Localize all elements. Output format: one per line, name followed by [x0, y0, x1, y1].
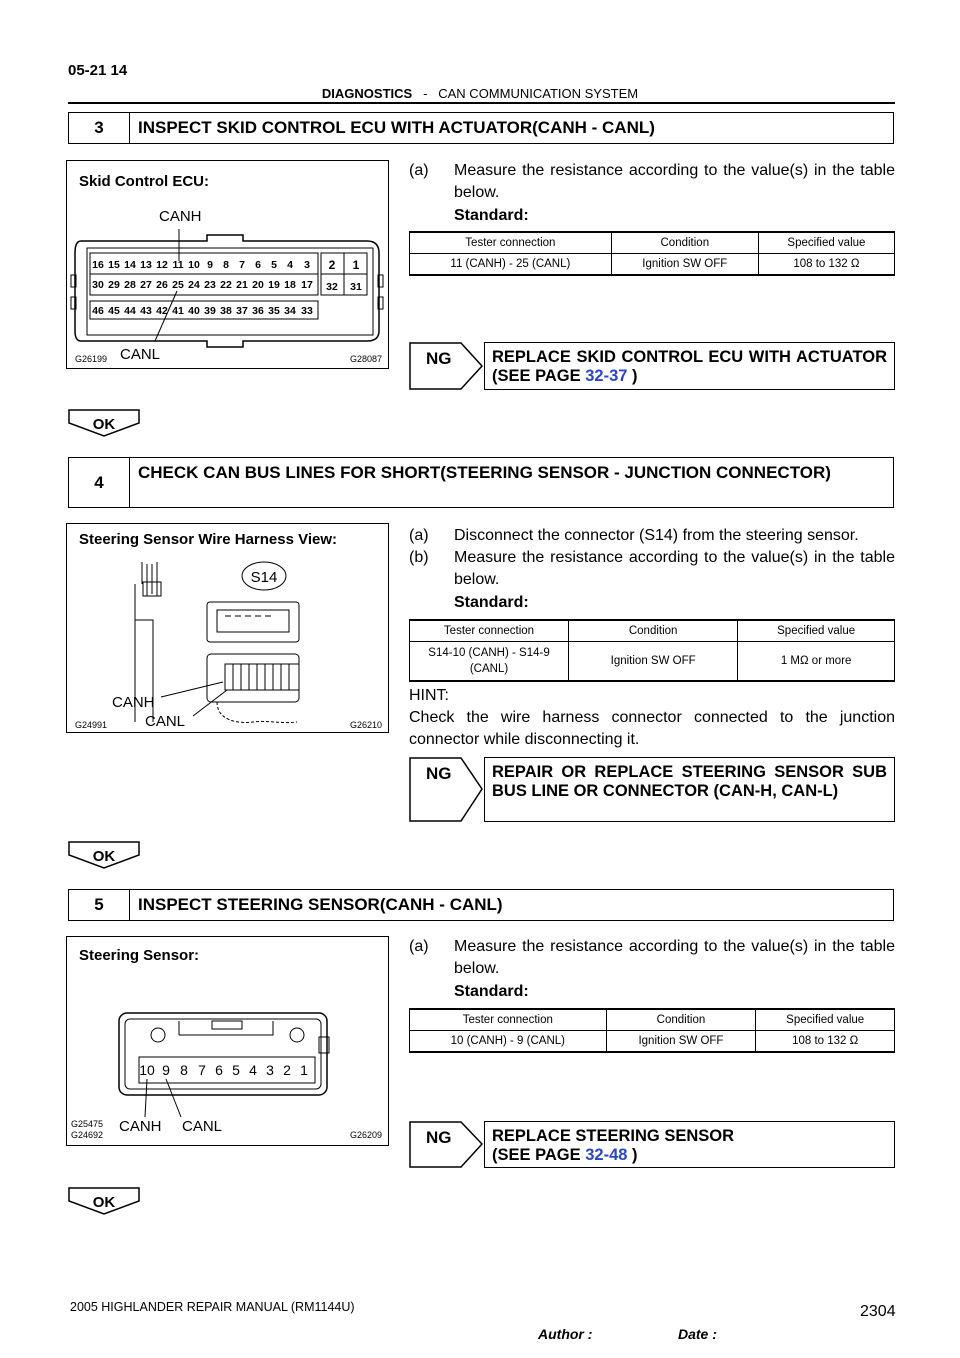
harness-connector-diagram	[67, 524, 387, 732]
step-4-instruction-a	[409, 525, 895, 547]
header-dash: -	[423, 86, 428, 101]
table-header: Specified value	[738, 620, 895, 642]
pin-25: 25	[172, 279, 184, 291]
pin-4: 4	[249, 1062, 257, 1078]
instruction-label: (a)	[409, 938, 429, 955]
pin-9: 9	[207, 259, 213, 271]
step-number: 3	[69, 113, 130, 143]
steering-sensor-figure	[66, 936, 389, 1146]
step-4-instruction-b	[409, 547, 895, 591]
pin-43: 43	[140, 305, 152, 317]
pin-30: 30	[92, 279, 104, 291]
instruction-label: (a)	[409, 527, 429, 544]
step-3-instruction-a	[409, 160, 895, 204]
ng-label: NG	[426, 764, 452, 783]
pin-44: 44	[124, 305, 136, 317]
label-canl: CANL	[145, 713, 186, 730]
ng-text: REPLACE STEERING SENSOR (SEE PAGE	[492, 1127, 735, 1164]
date-label: Date :	[678, 1326, 717, 1342]
instruction-text: Disconnect the connector (S14) from the steering sensor.	[454, 527, 859, 544]
table-header: Tester connection	[410, 1009, 607, 1031]
pin-23: 23	[204, 279, 216, 291]
pin-1: 1	[300, 1062, 308, 1078]
section-code: 05-21 14	[68, 62, 128, 79]
table-cell: 11 (CANH) - 25 (CANL)	[410, 254, 612, 276]
table-cell: Ignition SW OFF	[611, 254, 758, 276]
pin-36: 36	[252, 305, 264, 317]
pin-39: 39	[204, 305, 216, 317]
pin-1: 1	[352, 258, 360, 272]
step-3-spec-table	[409, 231, 895, 276]
table-header: Condition	[606, 1009, 756, 1031]
ng-arrow	[409, 1121, 484, 1168]
step-5-spec-table	[409, 1008, 895, 1053]
standard-label: Standard:	[454, 594, 529, 611]
connector-id: S14	[250, 569, 278, 586]
skid-ecu-figure	[66, 160, 389, 369]
table-header: Condition	[569, 620, 738, 642]
pin-45: 45	[108, 305, 120, 317]
pin-5: 5	[232, 1062, 240, 1078]
header-rule	[68, 102, 895, 104]
figure-code-right: G26210	[349, 720, 382, 730]
pin-2: 2	[328, 258, 336, 272]
step-5-header	[68, 889, 894, 921]
pin-21: 21	[236, 279, 248, 291]
pin-5: 5	[271, 259, 277, 271]
table-header: Specified value	[758, 232, 894, 254]
pin-37: 37	[236, 305, 248, 317]
figure-title: Skid Control ECU:	[79, 173, 209, 190]
pin-16: 16	[92, 259, 104, 271]
figure-title: Steering Sensor Wire Harness View:	[79, 531, 338, 548]
pin-6: 6	[255, 259, 261, 271]
pin-46: 46	[92, 305, 104, 317]
pin-10: 10	[188, 259, 200, 271]
table-header: Tester connection	[410, 620, 569, 642]
pin-7: 7	[239, 259, 245, 271]
page-link[interactable]: 32-48	[585, 1146, 628, 1164]
step-4-spec-table	[409, 619, 895, 682]
label-canh: CANH	[112, 694, 155, 711]
instruction-text: Measure the resistance according to the value(s) in the table below.	[454, 938, 895, 977]
pin-11: 11	[172, 259, 184, 271]
header-section: DIAGNOSTICS	[321, 86, 413, 101]
label-canh: CANH	[159, 208, 202, 225]
pin-9: 9	[162, 1062, 170, 1078]
instruction-label: (b)	[409, 549, 429, 566]
table-cell: 108 to 132 Ω	[758, 254, 894, 276]
figure-title: Steering Sensor:	[79, 947, 200, 964]
figure-code-left-2: G24692	[71, 1130, 104, 1140]
pin-40: 40	[188, 305, 200, 317]
instruction-text: Measure the resistance according to the value(s) in the table below.	[454, 549, 895, 588]
pin-8: 8	[180, 1062, 188, 1078]
step-4-ng-action: REPAIR OR REPLACE STEERING SENSOR SUB BUS LINE OR CONNECTOR (CAN-H, CAN-L)	[484, 757, 895, 822]
ng-text: REPLACE SKID CONTROL ECU WITH ACTUATOR (SEE PAGE	[492, 348, 887, 385]
figure-code-left: G26199	[75, 354, 108, 364]
pin-42: 42	[156, 305, 168, 317]
step-number: 4	[69, 458, 130, 507]
pin-15: 15	[108, 259, 120, 271]
pin-6: 6	[215, 1062, 223, 1078]
step-3-header	[68, 112, 894, 144]
step-4-header	[68, 457, 894, 508]
pin-3: 3	[266, 1062, 274, 1078]
label-canl: CANL	[120, 346, 161, 363]
author-label: Author :	[538, 1326, 593, 1342]
pin-7: 7	[198, 1062, 206, 1078]
instruction-label: (a)	[409, 162, 429, 179]
page-number: 2304	[860, 1303, 896, 1320]
figure-code-left: G24991	[75, 720, 108, 730]
hint-label: HINT:	[409, 687, 449, 704]
pin-8: 8	[223, 259, 229, 271]
ng-label: NG	[426, 1128, 452, 1147]
table-cell: 10 (CANH) - 9 (CANL)	[410, 1031, 607, 1053]
pin-35: 35	[268, 305, 280, 317]
step-title: INSPECT STEERING SENSOR(CANH - CANL)	[138, 895, 503, 914]
ok-label: OK	[92, 1194, 116, 1211]
pin-29: 29	[108, 279, 120, 291]
page-link[interactable]: 32-37	[585, 367, 628, 385]
pin-19: 19	[268, 279, 280, 291]
pin-17: 17	[301, 279, 313, 291]
pin-28: 28	[124, 279, 136, 291]
standard-label: Standard:	[454, 983, 529, 1000]
step-title: CHECK CAN BUS LINES FOR SHORT(STEERING SENSOR - JUNCTION CONNECTOR)	[138, 463, 831, 482]
ok-label: OK	[92, 848, 116, 865]
ng-tail: )	[632, 367, 638, 385]
pin-27: 27	[140, 279, 152, 291]
pin-22: 22	[220, 279, 232, 291]
pin-13: 13	[140, 259, 152, 271]
table-cell: Ignition SW OFF	[569, 642, 738, 682]
pin-12: 12	[156, 259, 168, 271]
hint-text: Check the wire harness connector connected to the junction connector while disconnecting it.	[409, 709, 895, 748]
pin-41: 41	[172, 305, 184, 317]
ok-tag	[68, 1187, 140, 1215]
table-cell: 108 to 132 Ω	[756, 1031, 895, 1053]
step-5-ng-action	[484, 1121, 895, 1168]
pin-34: 34	[284, 305, 296, 317]
header-subsection: CAN COMMUNICATION SYSTEM	[438, 86, 639, 101]
manual-title: 2005 HIGHLANDER REPAIR MANUAL (RM1144U)	[70, 1300, 355, 1314]
label-canh: CANH	[119, 1118, 162, 1135]
pin-33: 33	[301, 305, 313, 317]
instruction-text: Measure the resistance according to the value(s) in the table below.	[454, 162, 895, 201]
steering-harness-figure	[66, 523, 389, 733]
skid-ecu-connector-diagram	[67, 161, 387, 367]
label-canl: CANL	[182, 1118, 223, 1135]
figure-code-right: G28087	[349, 354, 382, 364]
table-header: Specified value	[756, 1009, 895, 1031]
steering-sensor-connector-diagram	[67, 937, 387, 1145]
figure-code-right: G26209	[349, 1130, 382, 1140]
table-cell: 1 MΩ or more	[738, 642, 895, 682]
ng-arrow	[409, 757, 484, 822]
standard-label: Standard:	[454, 207, 529, 224]
pin-18: 18	[284, 279, 296, 291]
table-cell: S14-10 (CANH) - S14-9 (CANL)	[410, 642, 569, 682]
step-5-instruction-a	[409, 936, 895, 980]
page-header	[0, 86, 960, 101]
pin-2: 2	[283, 1062, 291, 1078]
step-3-ng-action	[484, 342, 895, 390]
ng-tail: )	[632, 1146, 638, 1164]
step-title: INSPECT SKID CONTROL ECU WITH ACTUATOR(CANH - CANL)	[138, 118, 655, 137]
step-number: 5	[69, 890, 130, 920]
ng-label: NG	[426, 349, 452, 368]
ng-arrow	[409, 342, 484, 390]
pin-14: 14	[124, 259, 136, 271]
table-cell: Ignition SW OFF	[606, 1031, 756, 1053]
pin-4: 4	[287, 259, 293, 271]
ok-tag	[68, 841, 140, 869]
ok-label: OK	[92, 416, 116, 433]
figure-code-left-1: G25475	[71, 1119, 104, 1129]
pin-24: 24	[188, 279, 200, 291]
pin-32: 32	[326, 281, 338, 293]
pin-31: 31	[350, 281, 362, 293]
table-header: Condition	[611, 232, 758, 254]
pin-20: 20	[252, 279, 264, 291]
pin-10: 10	[139, 1062, 155, 1078]
pin-38: 38	[220, 305, 232, 317]
pin-3: 3	[304, 259, 310, 271]
table-header: Tester connection	[410, 232, 612, 254]
ok-tag	[68, 409, 140, 437]
pin-26: 26	[156, 279, 168, 291]
